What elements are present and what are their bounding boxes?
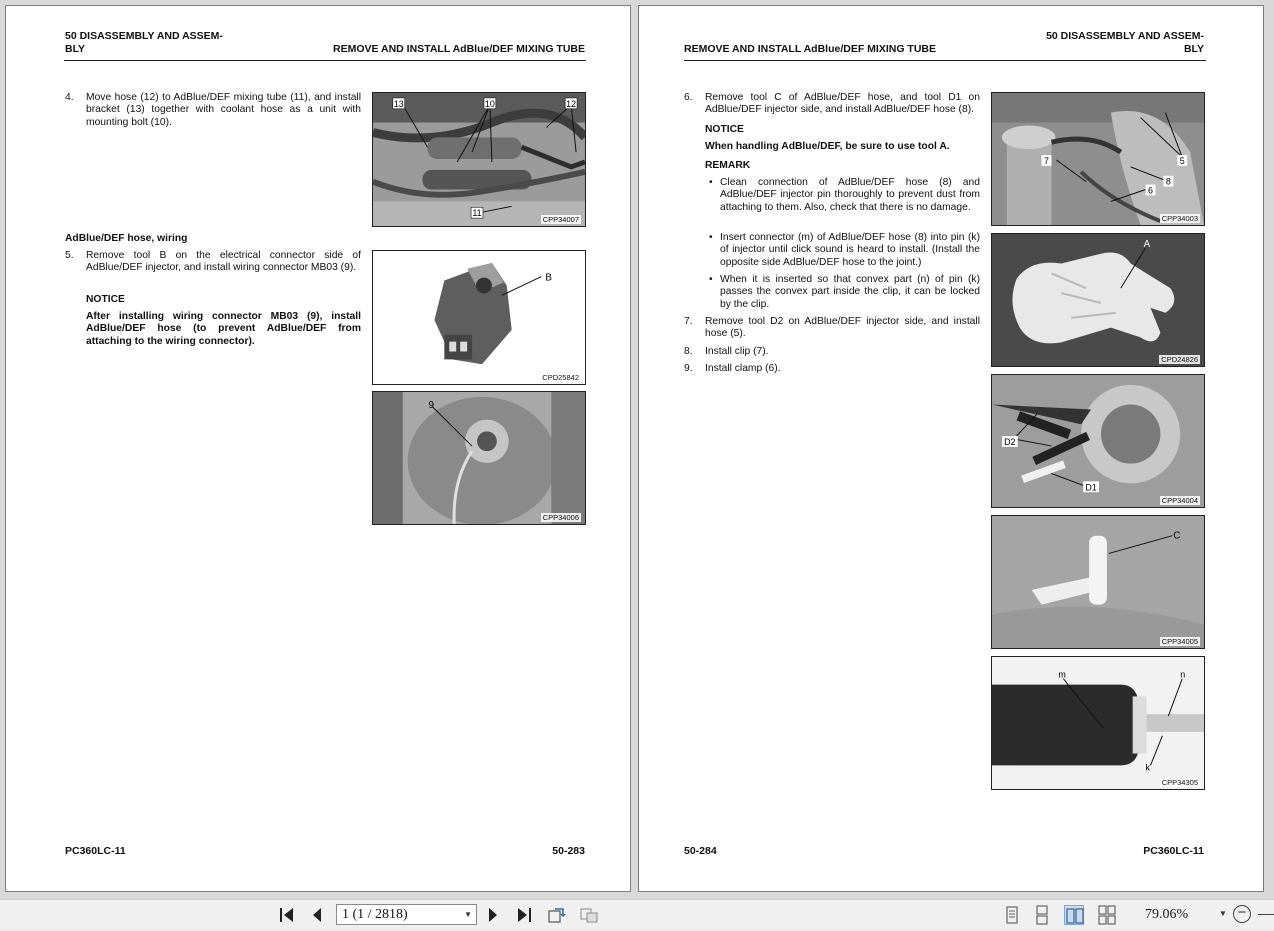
figure-code: CPP34007 [542, 215, 579, 224]
remark-label: REMARK [705, 160, 751, 171]
callout-c: C [1173, 530, 1181, 542]
next-page-icon[interactable] [482, 905, 504, 925]
figure-hose-bracket [372, 92, 586, 227]
figure-code: CPD24826 [1161, 355, 1198, 364]
figure-tool-c-image [992, 516, 1204, 648]
step-number: 7. [684, 316, 693, 327]
figure-wiring-connector [372, 391, 586, 525]
figure-connector-image [373, 251, 585, 384]
callout-5: 5 [1179, 155, 1185, 166]
figure-code: CPP34305 [1161, 778, 1198, 787]
figure-hose-clip-clamp [991, 92, 1205, 226]
extract-icon[interactable] [578, 905, 600, 925]
rotate-icon[interactable] [546, 905, 568, 925]
figure-wiring-image [373, 392, 585, 524]
step-text: Remove tool B on the electrical connector side of AdBlue/DEF injector, and install wiring connector MB03 (9). [86, 250, 361, 274]
notice-text: After installing wiring connector MB03 (9), install AdBlue/DEF hose (to prevent AdBlue/DEF from attaching to the wiring connector). [86, 311, 361, 347]
callout-9: 9 [428, 399, 434, 411]
notice-text: When handling AdBlue/DEF, be sure to use tool A. [705, 141, 950, 152]
step-text: Move hose (12) to AdBlue/DEF mixing tube (11), and install bracket (13) together with coolant hose as a unit with mounting bolt (10). [86, 92, 361, 128]
figure-glove-image [992, 234, 1204, 366]
callout-11: 11 [472, 208, 482, 219]
page-number-value: 1 (1 / 2818) [342, 907, 408, 922]
figure-code: CPP34005 [1161, 637, 1198, 646]
callout-7: 7 [1044, 155, 1049, 166]
figure-tool-c [991, 515, 1205, 649]
continuous-icon[interactable] [1032, 905, 1052, 925]
step-number: 5. [65, 250, 74, 261]
footer-page-number: 50-284 [684, 845, 717, 857]
last-page-icon[interactable] [513, 905, 535, 925]
figure-connector-tool-b [372, 250, 586, 385]
footer-model: PC360LC-11 [65, 845, 126, 857]
step-number: 4. [65, 92, 74, 103]
callout-d2: D2 [1004, 436, 1016, 447]
two-page-continuous-icon[interactable] [1097, 905, 1117, 925]
bullet-dot: • [709, 232, 713, 243]
zoom-slider[interactable] [1258, 914, 1274, 915]
bullet-text: Clean connection of AdBlue/DEF hose (8) and AdBlue/DEF injector pin thoroughly to prevent dust from attaching to them. Also, check that there is no damage. [720, 177, 980, 213]
zoom-out-icon[interactable]: − [1233, 905, 1251, 923]
zoom-level[interactable]: 79.06% [1145, 907, 1189, 922]
section-title: AdBlue/DEF hose, wiring [65, 233, 188, 244]
figure-connector-pin-image [992, 657, 1204, 789]
page-number-select[interactable] [336, 904, 477, 925]
notice-label: NOTICE [86, 294, 125, 305]
header-rule [684, 60, 1206, 61]
callout-6: 6 [1148, 185, 1153, 196]
callout-d1: D1 [1085, 482, 1097, 493]
step-number: 8. [684, 346, 693, 357]
page-50-283 [5, 5, 631, 892]
bullet-dot: • [709, 274, 713, 285]
footer-page-number: 50-283 [552, 845, 585, 857]
header-rule [64, 60, 586, 61]
figure-hose-bracket-image [373, 93, 585, 226]
prev-page-icon[interactable] [306, 905, 328, 925]
header-right: REMOVE AND INSTALL AdBlue/DEF MIXING TUBE [332, 43, 585, 55]
zoom-dropdown-icon[interactable]: ▼ [1219, 909, 1227, 918]
figure-connector-pin [991, 656, 1205, 790]
step-number: 9. [684, 363, 693, 374]
bullet-dot: • [709, 177, 713, 188]
first-page-icon[interactable] [276, 905, 298, 925]
callout-10: 10 [484, 98, 495, 109]
viewer-toolbar [0, 899, 1274, 930]
header-left: 50 DISASSEMBLY AND ASSEM- BLY [65, 30, 223, 55]
step-text: Install clamp (6). [705, 363, 781, 374]
header-right: 50 DISASSEMBLY AND ASSEM- BLY [1046, 30, 1204, 55]
callout-8: 8 [1165, 176, 1171, 187]
figure-code: CPP34003 [1161, 214, 1198, 223]
bullet-text: Insert connector (m) of AdBlue/DEF hose (8) into pin (k) of injector until click sound is heard to install. (Install the opposite side AdBlue/DEF hose to the joint.) [720, 232, 980, 268]
step-text: Remove tool D2 on AdBlue/DEF injector side, and install hose (5). [705, 316, 980, 340]
callout-b: B [545, 272, 552, 284]
callout-12: 12 [566, 98, 577, 109]
figure-code: CPP34006 [542, 513, 579, 522]
figure-hose-clip-image [992, 93, 1204, 225]
figure-injector-tools-d [991, 374, 1205, 508]
callout-m: m [1058, 669, 1066, 680]
figure-code: CPD25842 [542, 373, 579, 382]
chevron-down-icon: ▼ [464, 910, 472, 919]
callout-n: n [1180, 669, 1186, 680]
bullet-text: When it is inserted so that convex part (n) of pin (k) passes the convex part inside the clip, it can be locked by the clip. [720, 274, 980, 310]
page-50-284 [638, 5, 1264, 892]
step-text: Remove tool C of AdBlue/DEF hose, and tool D1 on AdBlue/DEF injector side, and install AdBlue/DEF hose (8). [705, 92, 980, 116]
step-text: Install clip (7). [705, 346, 769, 357]
callout-k: k [1145, 762, 1151, 773]
footer-model: PC360LC-11 [1143, 845, 1204, 857]
step-number: 6. [684, 92, 693, 103]
notice-label: NOTICE [705, 124, 744, 135]
two-page-icon[interactable] [1064, 905, 1084, 925]
single-page-icon[interactable] [1002, 905, 1022, 925]
callout-a: A [1143, 238, 1151, 250]
figure-code: CPP34004 [1161, 496, 1198, 505]
callout-13: 13 [393, 98, 404, 109]
figure-glove-tool-a [991, 233, 1205, 367]
figure-injector-image [992, 375, 1204, 507]
header-left: REMOVE AND INSTALL AdBlue/DEF MIXING TUBE [684, 43, 937, 55]
